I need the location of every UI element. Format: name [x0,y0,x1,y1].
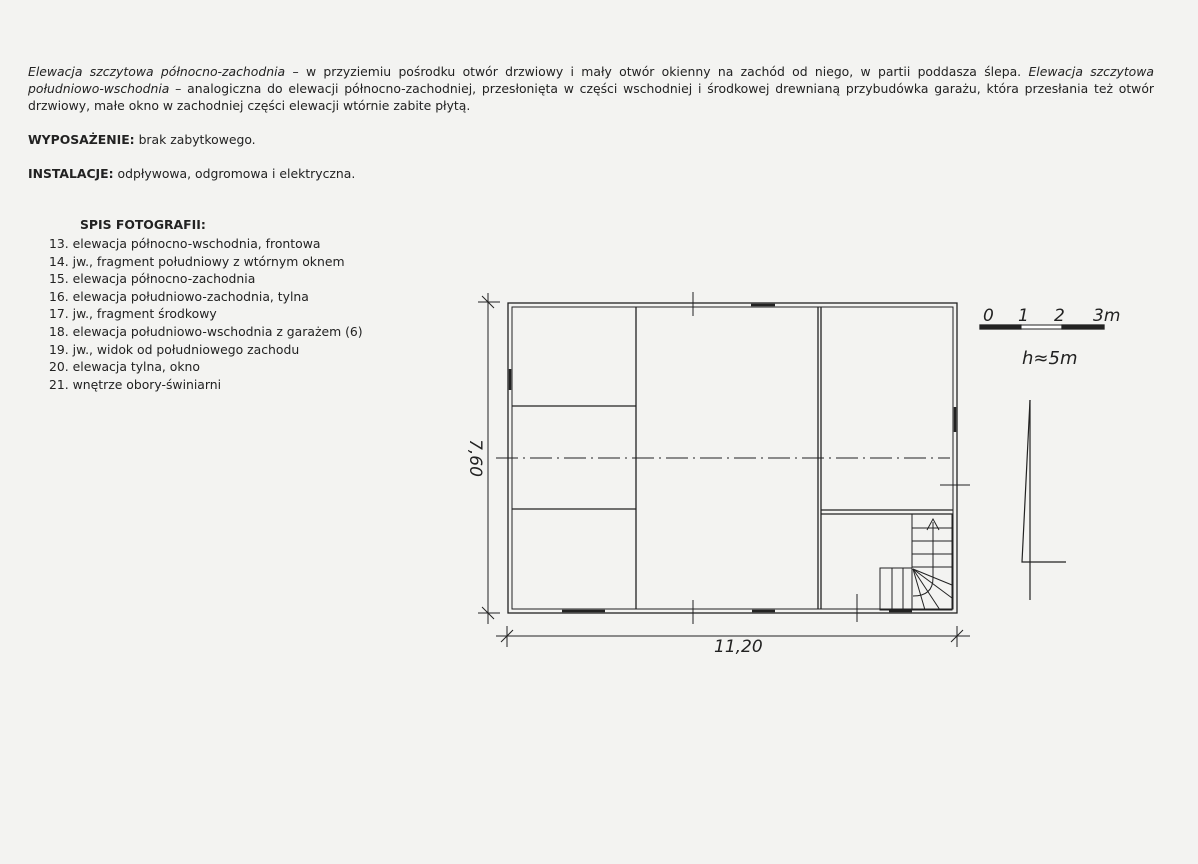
list-item: 19. jw., widok od południowego zachodu [49,341,300,357]
elevation-nw-title: Elewacja szczytowa północno-zachodnia [28,64,286,79]
stairs [880,514,952,610]
list-item: 20. elewacja tylna, okno [49,359,200,375]
photos-title: SPIS FOTOGRAFII: [80,217,206,232]
elevation-nw-text: – w przyziemiu pośrodku otwór drzwiowy i mały otwór okienny na zachód od niego, w partii poddasza ślepa. [285,64,1029,79]
list-item: 16. elewacja południowo-zachodnia, tylna [49,288,309,304]
elevation-se-title: Elewacja szczytowa południowo-wschodnia [28,64,1154,96]
scale-label: 3m [1093,306,1121,326]
list-item: 15. elewacja północno-zachodnia [49,271,256,287]
scale-label: 2 [1054,306,1065,326]
elevation-se-text: – analogiczna do elewacji północno-zachodniej, przesłonięta w części wschodniej i środkowej drewnianą przybudówka garażu, która przesłania też otwór drzwiowy, małe okno w zachodniej części elewacji wtórnie zabite płytą. [28,81,1154,113]
list-item: 14. jw., fragment południowy z wtórnym oknem [49,253,345,269]
height-note: h≈5m [1022,348,1078,369]
list-item: 13. elewacja północno-wschodnia, frontowa [49,236,321,251]
list-item: 18. elewacja południowo-wschodnia z garażem (6) [49,323,363,339]
dimension-lines [478,292,970,647]
scale-label: 1 [1018,306,1029,326]
scale-label: 0 [983,306,994,326]
north-arrow-icon [1022,400,1066,600]
installations-value: odpływowa, odgromowa i elektryczna. [113,166,356,181]
width-dimension-label: 11,20 [714,637,763,657]
installations-label: INSTALACJE: [28,166,114,181]
equipment-value: brak zabytkowego. [134,132,256,147]
equipment-label: WYPOSAŻENIE: [28,132,135,147]
list-item: 17. jw., fragment środkowy [49,306,217,322]
depth-dimension-label: 7,60 [465,439,485,477]
list-item: 21. wnętrze obory-świniarni [49,376,222,392]
scale-bar [980,306,1120,329]
